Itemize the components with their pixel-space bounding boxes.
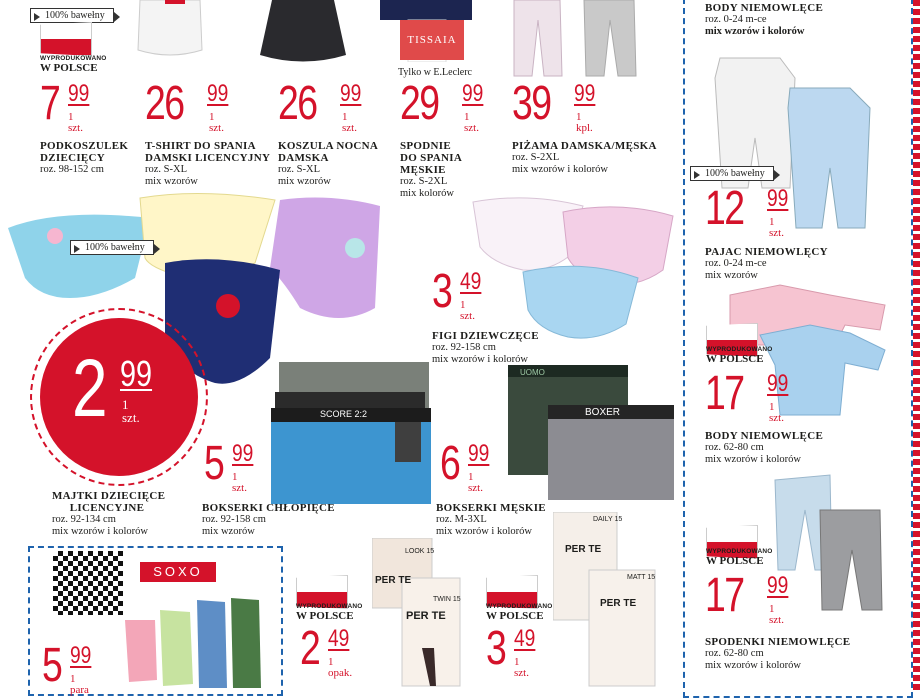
poland-flag-icon: [40, 22, 92, 56]
price-decimal: 99: [68, 80, 90, 107]
title-bokserki-ch: BOKSERKI CHŁOPIĘCE: [202, 502, 335, 514]
title-bokserki-m: BOKSERKI MĘSKIE: [436, 502, 546, 514]
title-podkoszulek: PODKOSZULEK DZIECIĘCY: [40, 140, 129, 164]
nightgown-image: [258, 0, 348, 65]
price-circle-fill: [40, 318, 198, 476]
title-spodnie: SPODNIE DO SPANIA MĘSKIE: [400, 140, 463, 176]
desc-body-top: roz. 0-24 m-ce mix wzorów i kolorów: [705, 14, 805, 37]
title-spodenki: SPODENKI NIEMOWLĘCE: [705, 636, 851, 648]
title-tshirt: T-SHIRT DO SPANIA DAMSKI LICENCYJNY: [145, 140, 271, 164]
matt-label: MATT 15: [627, 574, 656, 581]
pajamas-image: [508, 0, 640, 78]
boys-boxers-image: [265, 362, 440, 507]
title-body-top: BODY NIEMOWLĘCE: [705, 2, 824, 14]
desc-podkoszulek: roz. 98-152 cm: [40, 164, 104, 175]
price-integer: 7: [40, 77, 60, 130]
desc-spodenki: roz. 62-80 cm mix wzorów i kolorów: [705, 648, 801, 671]
desc-koszula: roz. S-XL mix wzorów: [278, 164, 331, 187]
red-border-strip: [913, 0, 920, 690]
child-shirt-image: [130, 0, 210, 62]
made-in-label: WYPRODUKOWANO: [296, 603, 363, 610]
uomo-label: UOMO: [520, 368, 545, 377]
perte-label-1: PER TE: [375, 575, 412, 586]
title-figi: FIGI DZIEWCZĘCE: [432, 330, 539, 342]
price-unit: 1 szt.: [68, 111, 83, 134]
boxer-label: BOXER: [585, 407, 621, 418]
title-pajac: PAJAC NIEMOWLĘCY: [705, 246, 828, 258]
cotton-badge-baby: 100% bawełny: [690, 166, 774, 181]
desc-spodnie: roz. S-2XL mix kolorów: [400, 176, 454, 199]
desc-body: roz. 62-80 cm mix wzorów i kolorów: [705, 442, 801, 465]
desc-tshirt: roz. S-XL mix wzorów: [145, 164, 198, 187]
perte-label-3: PER TE: [565, 544, 602, 555]
made-in-label: WYPRODUKOWANO: [40, 55, 107, 62]
made-in-poland-label: W POLSCE: [706, 353, 764, 365]
made-in-label: WYPRODUKOWANO: [486, 603, 553, 610]
made-in-poland-label: W POLSCE: [296, 610, 354, 622]
figi-image: [468, 192, 683, 340]
made-in-poland-label: W POLSCE: [706, 555, 764, 567]
perte-label-4: PER TE: [600, 598, 637, 609]
look-label: LOOK 15: [405, 548, 435, 555]
only-leclerc-note: Tylko w E.Leclerc: [398, 67, 472, 78]
desc-pajac: roz. 0-24 m-ce mix wzorów: [705, 258, 767, 281]
desc-majtki: roz. 92-134 cm mix wzorów i kolorów: [52, 514, 148, 537]
title-body: BODY NIEMOWLĘCE: [705, 430, 824, 442]
tissaia-logo: TISSAIA: [400, 20, 464, 60]
title-koszula: KOSZULA NOCNA DAMSKA: [278, 140, 379, 164]
socks-image: [115, 590, 275, 690]
desc-bokserki-ch: roz. 92-158 cm mix wzorów: [202, 514, 266, 537]
men-boxers-image: [508, 365, 678, 500]
title-pizama: PIŻAMA DAMSKA/MĘSKA: [512, 140, 657, 152]
soxo-logo: SOXO: [140, 562, 216, 582]
desc-figi: roz. 92-158 cm mix wzorów i kolorów: [432, 342, 528, 365]
score-label: SCORE 2:2: [320, 409, 368, 419]
daily-label: DAILY 15: [593, 516, 623, 523]
made-in-label: WYPRODUKOWANO: [706, 346, 773, 353]
desc-pizama: roz. S-2XL mix wzorów i kolorów: [512, 152, 608, 175]
cotton-badge-kids: 100% bawełny: [70, 240, 154, 255]
made-in-poland-label: W POLSCE: [40, 62, 98, 74]
perte-label-2: PER TE: [406, 610, 446, 622]
desc-bokserki-m: roz. M-3XL mix wzorów i kolorów: [436, 514, 532, 537]
made-in-poland-label: W POLSCE: [486, 610, 544, 622]
cotton-badge-top: 100% bawełny: [30, 8, 114, 23]
title-majtki: MAJTKI DZIECIĘCE LICENCYJNE: [52, 490, 166, 514]
made-in-label: WYPRODUKOWANO: [706, 548, 773, 555]
twin-label: TWIN 15: [433, 596, 461, 603]
